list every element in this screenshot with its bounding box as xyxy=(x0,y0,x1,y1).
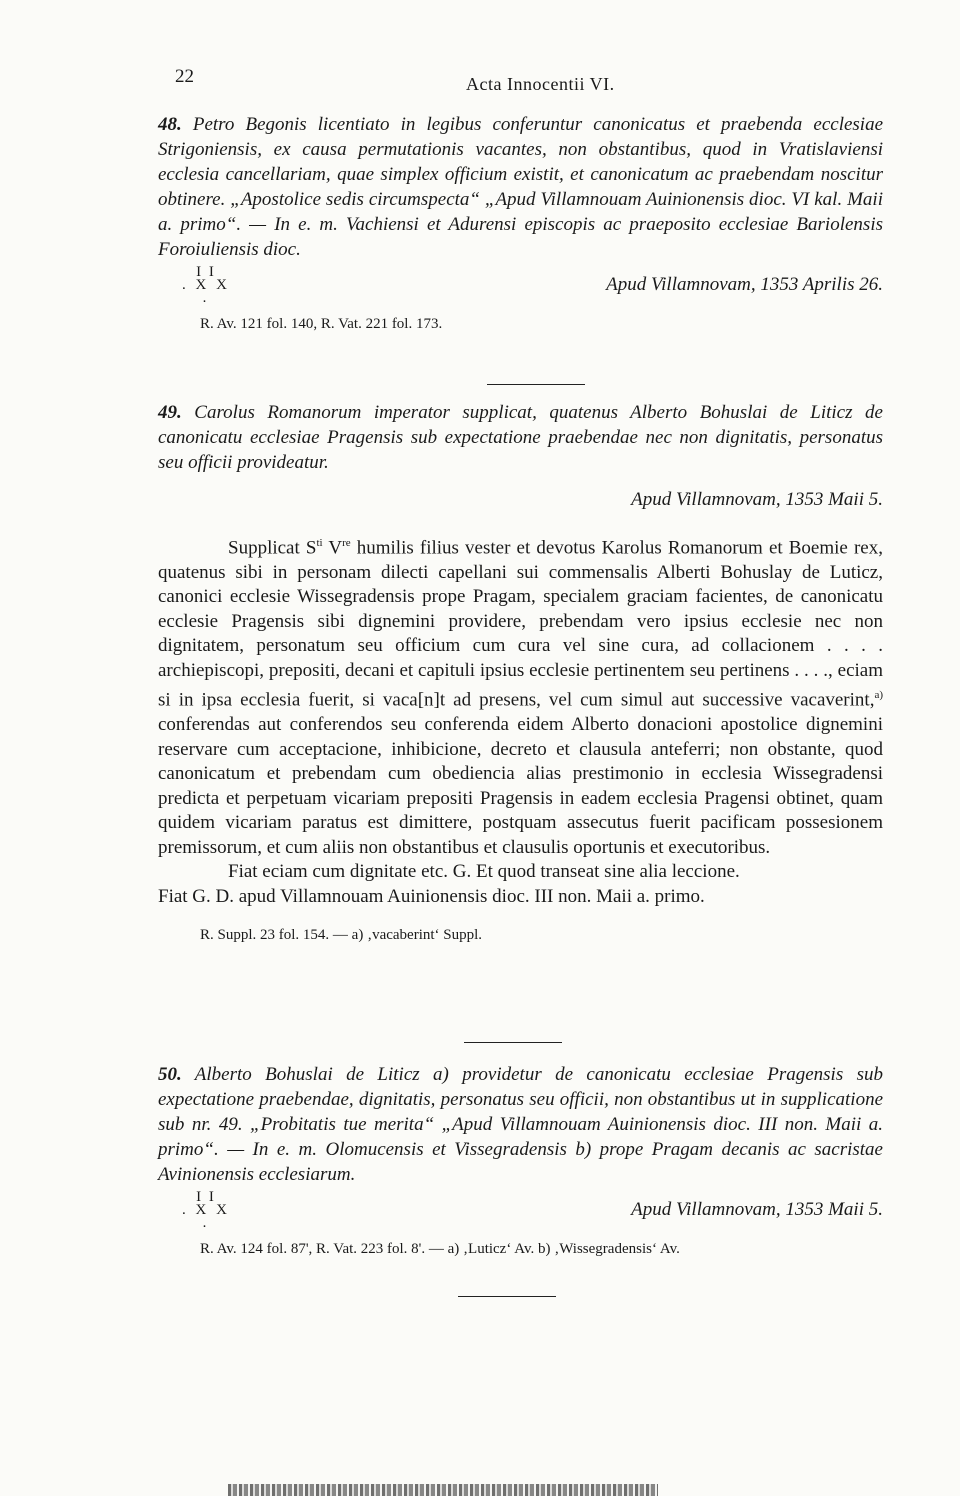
page-number: 22 xyxy=(175,66,194,87)
body-text: humilis filius vester et devotus Karolus Romanorum et Boemie rex, quatenus sibi in personam dilecti capellani sui commensalis Alberti Bohuslay de Luticz, canonici ecclesie Wissegradensis prope Pragam, specialem graciam facientes, de canonicatu ecclesie Pragensis sibi dignemini providere, prebendam vero ipsius ecclesie nec non dignitatem, personatum seu officium cum cura vel sine cura, ad collacionem . . . . archiepiscopi, prepositi, decani et capituli ipsius ecclesie pertinentem seu pertinens . . . ., eciam si in ipsa ecclesia fuerit, si vaca[n]t ad presens, vel cum simul aut successive vacaverint, xyxy=(158,537,883,711)
body-text: V xyxy=(322,537,343,559)
entry-number: 50. xyxy=(158,1064,182,1085)
registry-mark-top: I I xyxy=(196,264,216,280)
body-text: Supplicat S xyxy=(228,537,317,559)
source-reference: R. Av. 121 fol. 140, R. Vat. 221 fol. 173. xyxy=(200,316,443,332)
superscript: re xyxy=(342,537,351,549)
document-body xyxy=(158,531,883,909)
entry-49 xyxy=(158,400,883,944)
dateline: Apud Villamnovam, 1353 Aprilis 26. xyxy=(606,274,883,295)
entry-number: 49. xyxy=(158,402,182,423)
entry-50 xyxy=(158,1062,883,1258)
registry-mark-bottom: . X X . xyxy=(182,1202,230,1231)
entry-number: 48. xyxy=(158,114,182,135)
superscript: ti xyxy=(316,537,323,549)
entry-48 xyxy=(158,112,883,333)
running-title: Acta Innocentii VI. xyxy=(466,74,615,94)
dateline: Apud Villamnovam, 1353 Maii 5. xyxy=(631,489,883,510)
signature-row xyxy=(158,1189,883,1231)
entry-summary xyxy=(158,1062,883,1187)
section-divider xyxy=(458,1296,556,1297)
body-paragraph xyxy=(158,531,883,860)
body-paragraph: Fiat eciam cum dignitate etc. G. Et quod transeat sine alia leccione. xyxy=(228,861,740,883)
summary-text: Carolus Romanorum imperator supplicat, quatenus Alberto Bohuslai de Liticz de canonicatu ecclesiae Pragensis sub expectatione praebendae nec non dignitatis, personatus seu officii provideatur. xyxy=(158,402,883,473)
registry-mark-bottom: . X X . xyxy=(182,277,230,306)
footnote-marker: a) xyxy=(874,689,883,702)
section-divider xyxy=(464,1042,562,1043)
source-reference: R. Suppl. 23 fol. 154. — a) ‚vacaberint‘ Suppl. xyxy=(200,927,483,944)
body-paragraph: Fiat G. D. apud Villamnouam Auinionensis dioc. III non. Maii a. primo. xyxy=(158,885,705,907)
registry-mark xyxy=(176,266,236,305)
scan-artifact xyxy=(228,1484,658,1496)
entry-summary xyxy=(158,112,883,262)
body-text: conferendas aut conferendos seu conferenda eidem Alberto donacioni apostolice dignemini reservare cum acceptacione, inhibicione, decreto et clausula anteferri; non obstante, quod canonicatum et prebendam cum obediencia alias prestimonio in ecclesia Wissegradensi predicta et perpetuam vicariam prepositi Pragensis in eadem ecclesia Pragensi obtinet, quam quidem vicariam paratus est dimittere, postquam assecutus fuerit pacificam possesionem premissorum, et cum aliis non obstantibus et clausulis oportunis et executoribus. xyxy=(158,714,883,858)
registry-mark xyxy=(176,1191,236,1230)
dateline: Apud Villamnovam, 1353 Maii 5. xyxy=(631,1199,883,1220)
source-reference: R. Av. 124 fol. 87', R. Vat. 223 fol. 8'. — a) ‚Luticz‘ Av. b) ‚Wissegradensis‘ Av. xyxy=(200,1241,680,1257)
entry-summary xyxy=(158,400,883,475)
summary-text: Petro Begonis licentiato in legibus conferuntur canonicatus et praebenda ecclesiae Strigoniensis, ex causa permutationis vacantes, non obstantibus, quod in Vratislaviensi ecclesia cancellariam, quae simplex officium existit, et canonicatum ac praebendam noscitur obtinere. „Apostolice sedis circumspecta“ „Apud Villamnouam Auinionensis dioc. VI kal. Maii a. primo“. — In e. m. Vachiensi et Adurensi episcopis ac praeposito ecclesiae Bariolensis Foroiuliensis dioc. xyxy=(158,114,884,260)
registry-mark-top: I I xyxy=(196,1189,216,1205)
signature-row xyxy=(158,264,883,306)
section-divider xyxy=(487,384,585,385)
summary-text: Alberto Bohuslai de Liticz a) providetur de canonicatu ecclesiae Pragensis sub expectatione praebendae, dignitatis, personatus seu officii, non obstantibus ut in supplicatione sub nr. 49. „Probitatis tue merita“ „Apud Villamnouam Auinionensis dioc. III non. Maii a. primo“. — In e. m. Olomucensis et Vissegradensis b) prope Pragam decanis ac sacristae Avinionensis ecclesiarum. xyxy=(158,1064,883,1185)
